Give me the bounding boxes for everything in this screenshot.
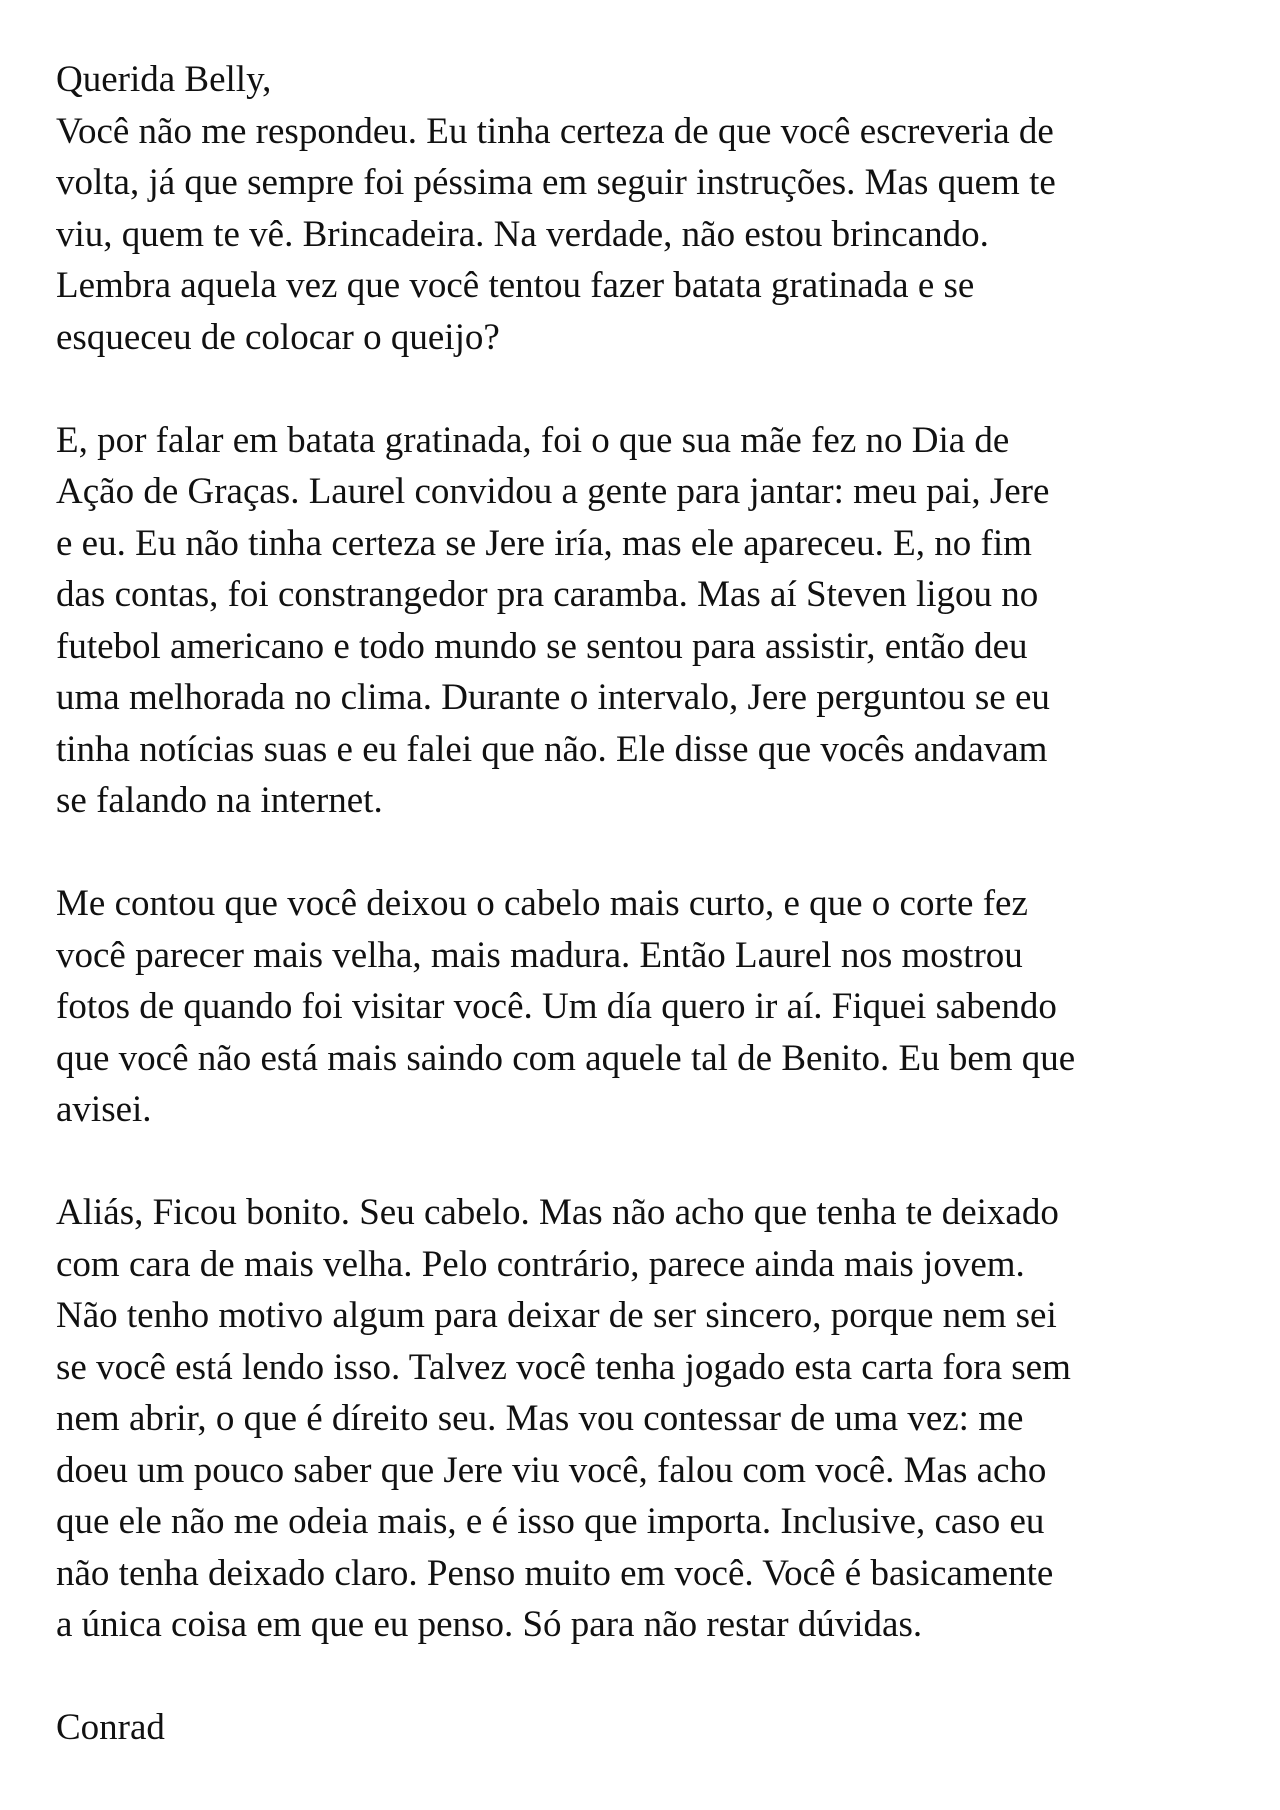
paragraph-spacer: [56, 1136, 1246, 1188]
paragraph-2: [56, 415, 1246, 827]
paragraph-line: esqueceu de colocar o queijo?: [56, 316, 500, 358]
paragraph-line: Não tenho motivo algum para deixar de ser sincero, porque nem sei: [56, 1295, 1057, 1336]
paragraph-line: que ele não me odeia mais, e é isso que importa. Inclusive, caso eu: [56, 1501, 1045, 1542]
paragraph-line: avisei.: [56, 1089, 152, 1130]
signature: Conrad: [56, 1707, 165, 1748]
paragraph-4: [56, 1187, 1246, 1651]
letter-body: [56, 54, 1246, 1754]
paragraph-line: se você está lendo isso. Talvez você tenha jogado esta carta fora sem: [56, 1346, 1071, 1388]
paragraph-spacer: [56, 827, 1246, 879]
paragraph-line: nem abrir, o que é díreito seu. Mas vou contessar de uma vez: me: [56, 1398, 1024, 1439]
paragraph-line: a única coisa em que eu penso. Só para não restar dúvidas.: [56, 1604, 923, 1645]
paragraph-line: se falando na internet.: [56, 780, 383, 821]
paragraph-spacer: [56, 1651, 1246, 1703]
paragraph-line: você parecer mais velha, mais madura. Então Laurel nos mostrou: [56, 934, 1023, 976]
paragraph-line: Ação de Graças. Laurel convidou a gente para jantar: meu pai, Jere: [56, 471, 1050, 512]
paragraph-line: Você não me respondeu. Eu tinha certeza de que você escreveria de: [56, 110, 1054, 152]
paragraph-line: tinha notícias suas e eu falei que não. Ele disse que vocês andavam: [56, 728, 1048, 770]
paragraph-line: fotos de quando foi visitar você. Um día quero ir aí. Fiquei sabendo: [56, 986, 1057, 1027]
paragraph-line: viu, quem te vê. Brincadeira. Na verdade, não estou brincando.: [56, 213, 989, 255]
paragraph-line: das contas, foi constrangedor pra caramba. Mas aí Steven ligou no: [56, 574, 1039, 615]
paragraph-3: [56, 878, 1246, 1136]
paragraph-line: E, por falar em batata gratinada, foi o que sua mãe fez no Dia de: [56, 419, 1010, 461]
paragraph-line: com cara de mais velha. Pelo contrário, parece ainda mais jovem.: [56, 1243, 1025, 1285]
paragraph-1: [56, 106, 1246, 364]
paragraph-line: Me contou que você deixou o cabelo mais curto, e que o corte fez: [56, 883, 1028, 924]
paragraph-line: e eu. Eu não tinha certeza se Jere iría, mas ele apareceu. E, no fim: [56, 522, 1032, 564]
paragraph-line: Aliás, Ficou bonito. Seu cabelo. Mas não acho que tenha te deixado: [56, 1192, 1059, 1233]
paragraph-spacer: [56, 363, 1246, 415]
paragraph-line: futebol americano e todo mundo se sentou para assistir, então deu: [56, 625, 1028, 667]
paragraph-line: doeu um pouco saber que Jere viu você, falou com você. Mas acho: [56, 1449, 1047, 1491]
greeting: Querida Belly,: [56, 59, 272, 100]
paragraph-line: não tenha deixado claro. Penso muito em você. Você é basicamente: [56, 1552, 1054, 1594]
paragraph-line: Lembra aquela vez que você tentou fazer batata gratinada e se: [56, 265, 975, 306]
paragraph-line: que você não está mais saindo com aquele tal de Benito. Eu bem que: [56, 1037, 1076, 1079]
paragraph-line: uma melhorada no clima. Durante o intervalo, Jere perguntou se eu: [56, 677, 1050, 718]
paragraph-line: volta, já que sempre foi péssima em seguir instruções. Mas quem te: [56, 162, 1056, 203]
